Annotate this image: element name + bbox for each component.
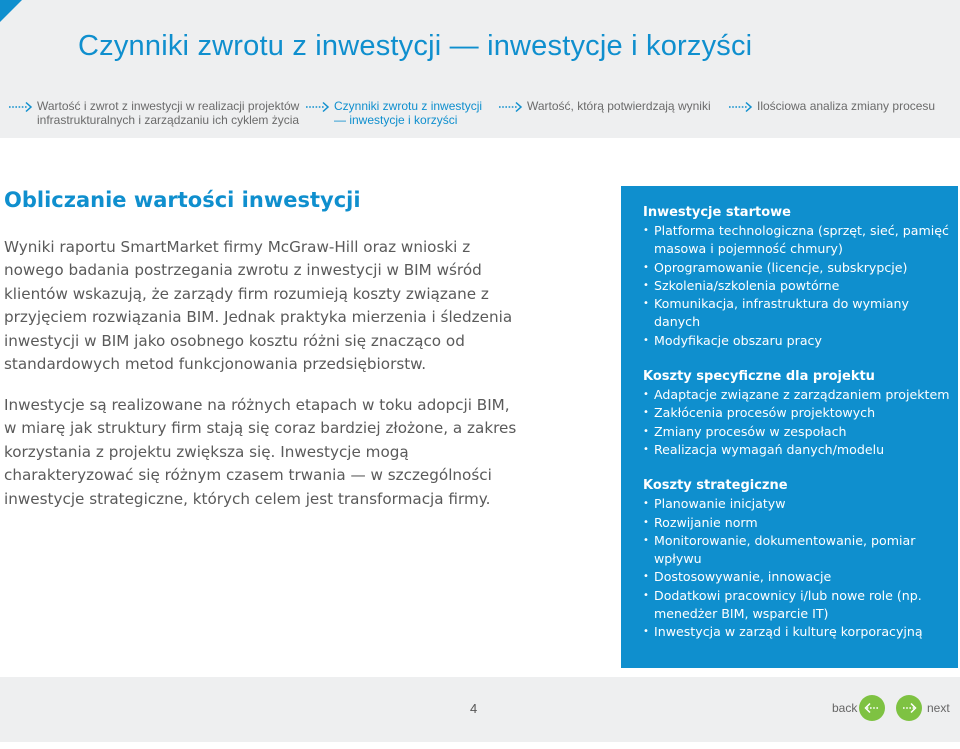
body-paragraph-2: Inwestycje są realizowane na różnych etapach w toku adopcji BIM, w miarę jak struktury firm stają się coraz bardziej złożone, a zakres korzystania z projektu zwiększa się. Inwestycje mogą charakteryzować się różnym czasem trwania — w szczególności inwestycje strategiczne, których celem jest transformacja firmy. xyxy=(4,396,517,508)
box-list xyxy=(643,386,958,459)
body-paragraph-1: Wyniki raportu SmartMarket firmy McGraw-Hill oraz wnioski z nowego badania postrzegania zwrotu z inwestycji w BIM wśród klientów wskazują, że zarządy firm rozumieją koszty związane z przyjęciem rozwiązania BIM. Jednak praktyka mierzenia i śledzenia inwestycji w BIM jako osobnego kosztu różni się znacząco od standardowych metod funkcjonowania przedsiębiorstw. xyxy=(4,238,513,374)
nav-item-value-results[interactable] xyxy=(498,99,711,113)
list-item: • Rozwijanie norm xyxy=(643,514,958,532)
nav-label xyxy=(334,99,482,127)
page-title: Czynniki zwrotu z inwestycji — inwestycje i korzyści xyxy=(78,30,753,62)
list-item: • Planowanie inicjatyw xyxy=(643,495,958,513)
list-item: • Dodatkowi pracownicy i/lub nowe role (np. menedżer BIM, wsparcie IT) xyxy=(643,587,958,624)
list-item: • Realizacja wymagań danych/modelu xyxy=(643,441,958,459)
box-section-title: Koszty strategiczne xyxy=(643,478,788,494)
list-item: • Szkolenia/szkolenia powtórne xyxy=(643,277,958,295)
box-section-title: Koszty specyficzne dla projektu xyxy=(643,369,875,385)
list-item: • Monitorowanie, dokumentowanie, pomiar wpływu xyxy=(643,532,958,569)
nav-label-line1: Wartość i zwrot z inwestycji w realizacji projektów xyxy=(37,99,300,113)
list-item: • Zakłócenia procesów projektowych xyxy=(643,404,958,422)
nav-label-line2: — inwestycje i korzyści xyxy=(334,113,458,127)
nav-item-value-roi[interactable] xyxy=(8,99,299,127)
nav-item-quantitative-analysis[interactable] xyxy=(728,99,935,113)
dotted-arrow-icon xyxy=(728,101,754,113)
dotted-arrow-icon xyxy=(305,101,331,113)
nav-label xyxy=(527,99,711,113)
back-button[interactable] xyxy=(859,695,885,721)
nav-label xyxy=(757,99,935,113)
investments-info-box xyxy=(621,186,958,668)
nav-label xyxy=(37,99,299,127)
corner-triangle xyxy=(0,0,22,22)
dotted-arrow-icon xyxy=(498,101,524,113)
list-item: • Komunikacja, infrastruktura do wymiany danych xyxy=(643,295,958,332)
nav-label-line1: Ilościowa analiza zmiany procesu xyxy=(757,99,936,113)
nav-label-line1: Czynniki zwrotu z inwestycji xyxy=(334,99,483,113)
list-item: • Platforma technologiczna (sprzęt, sieć, pamięć masowa i pojemność chmury) xyxy=(643,222,958,259)
list-item: • Oprogramowanie (licencje, subskrypcje) xyxy=(643,259,958,277)
list-item: • Zmiany procesów w zespołach xyxy=(643,423,958,441)
dotted-arrow-icon xyxy=(8,101,34,113)
back-arrow-icon xyxy=(859,695,885,721)
next-link[interactable]: next xyxy=(927,701,950,715)
box-section-title: Inwestycje startowe xyxy=(643,205,791,220)
footer-band xyxy=(0,677,960,742)
back-link[interactable]: back xyxy=(832,701,858,715)
box-list xyxy=(643,222,958,350)
next-arrow-icon xyxy=(896,695,922,721)
page-number: 4 xyxy=(470,701,478,716)
list-item: • Inwestycja w zarząd i kulturę korporacyjną xyxy=(643,623,958,641)
section-heading: Obliczanie wartości inwestycji xyxy=(4,188,361,212)
list-item: • Adaptacje związane z zarządzaniem projektem xyxy=(643,386,958,404)
next-button[interactable] xyxy=(896,695,922,721)
nav-label-line2: infrastrukturalnych i zarządzaniu ich cyklem życia xyxy=(37,113,300,127)
nav-item-roi-factors[interactable] xyxy=(305,99,482,127)
box-list xyxy=(643,495,958,641)
list-item: • Modyfikacje obszaru pracy xyxy=(643,332,958,350)
nav-label-line1: Wartość, którą potwierdzają wyniki xyxy=(527,99,711,113)
list-item: • Dostosowywanie, innowacje xyxy=(643,568,958,586)
